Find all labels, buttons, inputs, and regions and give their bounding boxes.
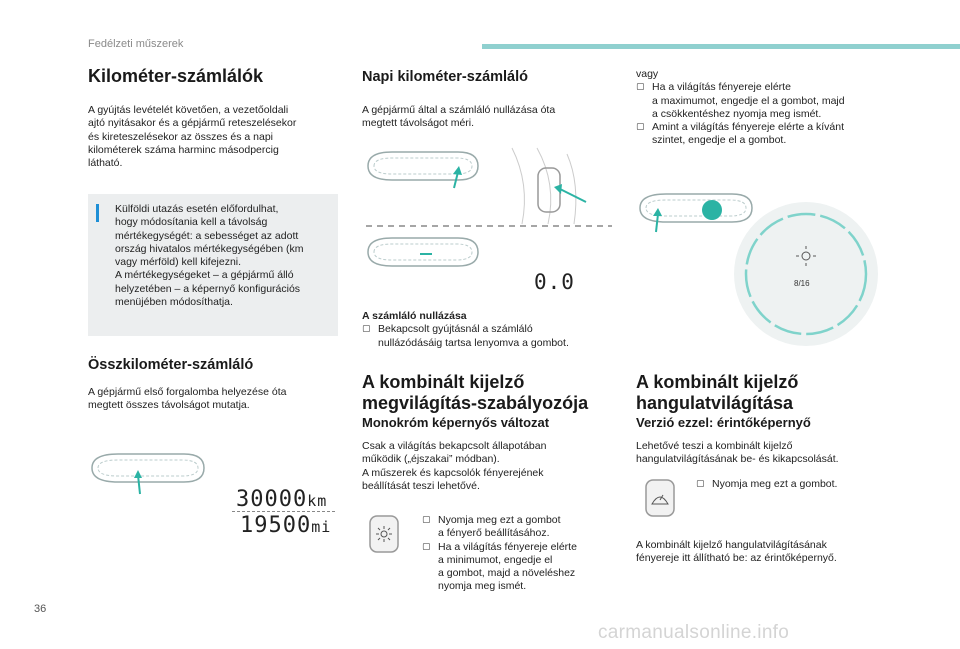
mono-version-title: Monokróm képernyős változat	[362, 415, 550, 430]
odometer-km-readout: 30000km	[236, 487, 328, 512]
dial-level-label: 8/16	[794, 279, 810, 288]
touch-bullet: ▢ Nyomja meg ezt a gombot.	[696, 478, 902, 491]
odometer-mi-readout: 19500mi	[240, 513, 332, 538]
brightness-button-icon	[368, 514, 402, 554]
section-header: Fedélzeti műszerek	[88, 38, 184, 50]
odometers-intro: A gyújtás levételét követően, a vezetőoldali ajtó nyitásakor és a gépjármű reteszelésekor és kireteszelésekor az összes és a napi kilométerek száma harminc másodpercig látható.	[88, 104, 297, 170]
trip-meter-title: Napi kilométer-számláló	[362, 69, 528, 85]
cluster-illustration-icon	[88, 448, 208, 498]
ambience-title: A kombinált kijelző hangulatvilágítása	[636, 372, 799, 413]
mono-version-text: Csak a világítás bekapcsolt állapotában működik („éjszakai” módban). A műszerek és kapcsolók fényerejének beállítását teszi lehetővé.	[362, 440, 547, 492]
touch-version-text: Lehetővé teszi a kombinált kijelző hangulatvilágításának be- és kikapcsolását.	[636, 440, 839, 466]
odometers-title: Kilométer-számlálók	[88, 66, 264, 86]
page-number: 36	[34, 603, 47, 615]
ambience-button-icon	[644, 478, 678, 518]
watermark: carmanualsonline.info	[598, 622, 790, 643]
total-odometer-text: A gépjármű első forgalomba helyezése óta megtett összes távolságot mutatja.	[88, 386, 287, 412]
info-icon	[96, 204, 99, 222]
combo-lighting-title: A kombinált kijelző megvilágítás-szabályozója	[362, 372, 589, 413]
reset-section: A számláló nullázása ▢ Bekapcsolt gyújtásnál a számláló nullázódásáig tartsa lenyomva a gombot.	[362, 310, 612, 350]
top-bullets: vagy ▢ Ha a világítás fényereje elérte a maximumot, engedje el a gombot, majd a csökkentéshez nyomja meg ismét. ▢ Amint a világítás fényereje elérte a kívánt szintet, engedje el a gombot.	[636, 68, 876, 148]
ambience-illustration-icon	[636, 186, 876, 356]
touch-version-title: Verzió ezzel: érintőképernyő	[636, 415, 811, 430]
header-accent-bar	[482, 44, 960, 49]
ambience-bottom-text: A kombinált kijelző hangulatvilágításának fényereje itt állítható be: az érintőképernyő.	[636, 539, 837, 565]
trip-readout: 0.0	[534, 270, 575, 294]
odometer-divider	[232, 511, 335, 512]
total-odometer-title: Összkilométer-számláló	[88, 357, 254, 373]
mono-bullets: ▢ Nyomja meg ezt a gombot a fényerő beállításához. ▢ Ha a világítás fényereje elérte a minimumot, engedje el a gombot, majd a növeléshez nyomja meg ismét.	[422, 514, 612, 594]
trip-meter-text: A gépjármű által a számláló nullázása óta megtett távolságot méri.	[362, 104, 556, 130]
info-box: Külföldi utazás esetén előfordulhat, hogy módosítania kell a távolság mértékegységét: a sebességet az adott ország hivatalos mértékegységében (km vagy mérföld) kell kifejezni. A mértékegységeket – a gépjármű álló helyzetében – a képernyő konfigurációs menüjében módosíthatja.	[88, 194, 338, 336]
